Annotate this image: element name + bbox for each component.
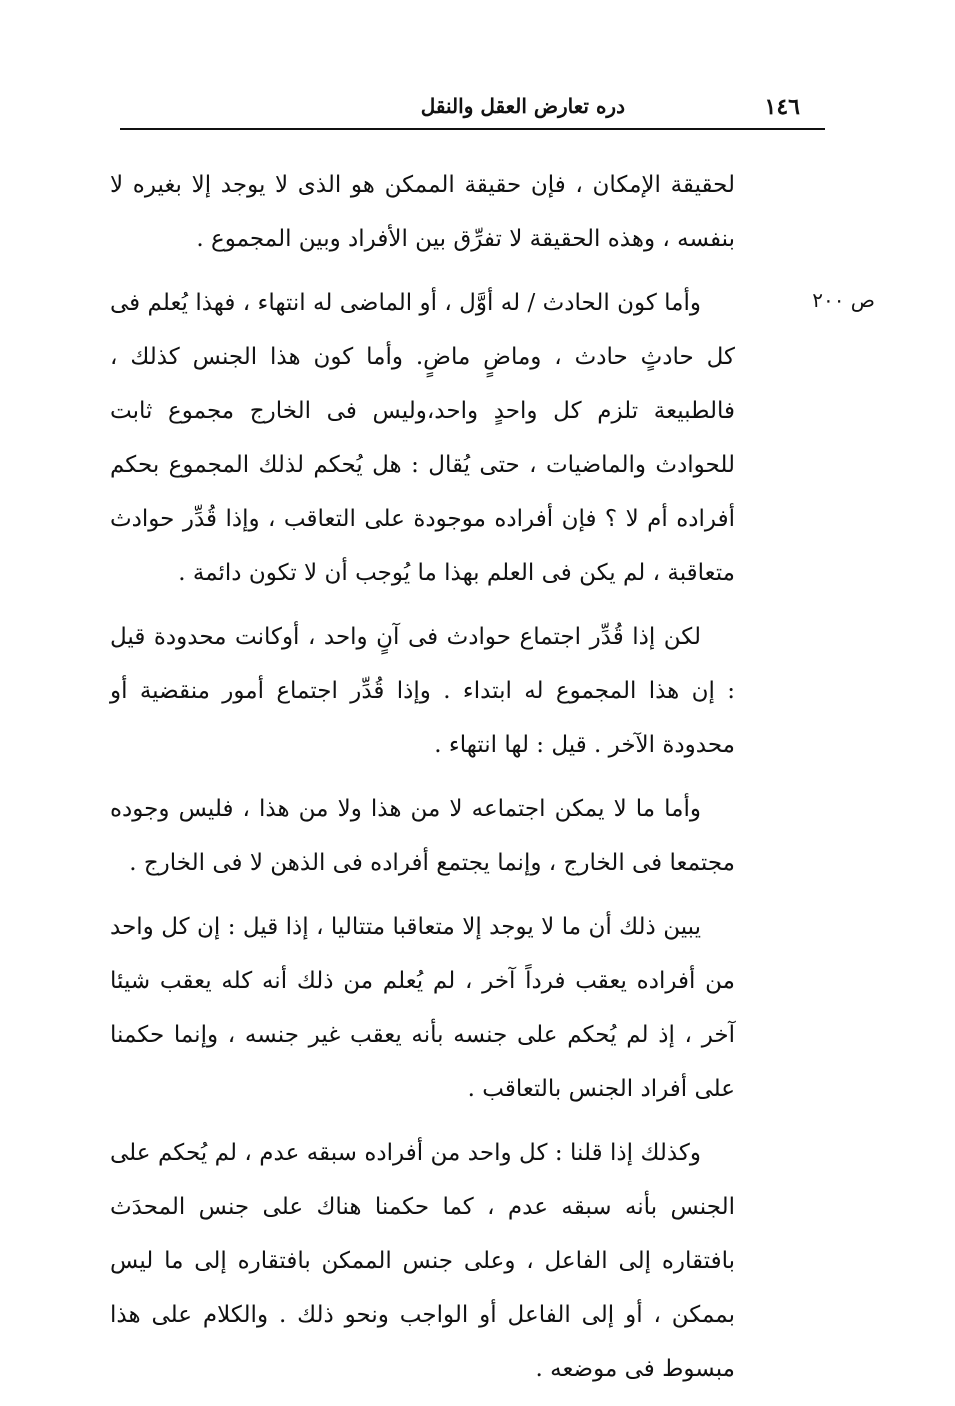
- paragraph-2: وأما كون الحادث / له أوَّل ، أو الماضى له انتهاء ، فهذا يُعلم فى كل حادثٍ حادث ، وماضٍ ماضٍ. وأما كون هذا الجنس كذلك ، فالطبيعة تلزم كل واحدٍ واحد،وليس فى الخارج مجموع ثابت للحوادث والماضيات ، حتى يُقال : هل يُحكم لذلك المجموع بحكم أفراده أم لا ؟ فإن أفراده موجودة على التعاقب ، وإذا قُدِّر حوادث متعاقبة ، لم يكن فى العلم بهذا ما يُوجب أن لا تكون دائمة .: [110, 290, 735, 586]
- paragraph-6: وكذلك إذا قلنا : كل واحد من أفراده سبقه عدم ، لم يُحكم على الجنس بأنه سبقه عدم ، كما حكمنا هناك على جنس المحدَث بافتقاره إلى الفاعل ، وعلى جنس الممكن بافتقاره إلى ما ليس بممكن ، أو إلى الفاعل أو الواجب ونحو ذلك . والكلام على هذا مبسوط فى موضعه .: [110, 1140, 735, 1382]
- margin-page-reference: ص ٢٠٠: [812, 288, 875, 312]
- page-header: [120, 88, 825, 130]
- body-text: [110, 158, 735, 1406]
- paragraph-1: لحقيقة الإمكان ، فإن حقيقة الممكن هو الذى لا يوجد إلا بغيره لا بنفسه ، وهذه الحقيقة لا تفرِّق بين الأفراد وبين المجموع .: [110, 172, 735, 252]
- page-number: ١٤٦: [764, 94, 800, 120]
- running-title: دره تعارض العقل والنقل: [420, 94, 625, 118]
- paragraph-3: لكن إذا قُدِّر اجتماع حوادث فى آنٍ واحد ، أوكانت محدودة قيل : إن هذا المجموع له ابتداء . وإذا قُدِّر اجتماع أمور منقضية أو محدودة الآخر . قيل : لها انتهاء .: [110, 624, 735, 758]
- paragraph-4: وأما ما لا يمكن اجتماعه لا من هذا ولا من هذا ، فليس وجوده مجتمعا فى الخارج ، وإنما يجتمع أفراده فى الذهن لا فى الخارج .: [110, 796, 735, 876]
- paragraph-5: يبين ذلك أن ما لا يوجد إلا متعاقبا متتاليا ، إذا قيل : إن كل واحد من أفراده يعقب فرداً آخر ، لم يُعلم من ذلك أنه كله يعقب شيئا آخر ، إذ لم يُحكم على جنسه بأنه يعقب غير جنسه ، وإنما حكمنا على أفراد الجنس بالتعاقب .: [110, 914, 735, 1102]
- header-rule: [120, 128, 825, 130]
